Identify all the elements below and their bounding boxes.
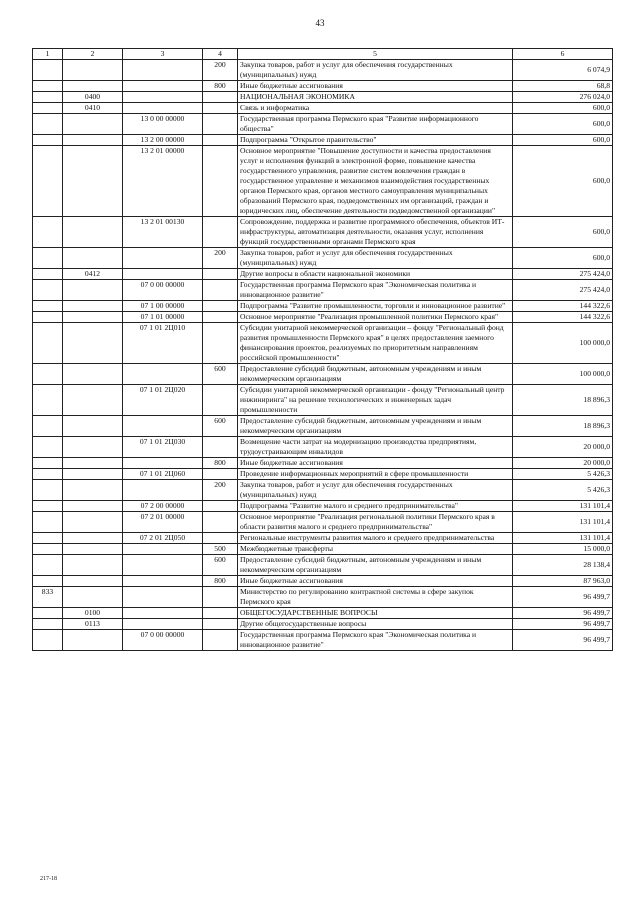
ministry-code-cell xyxy=(33,114,63,135)
table-row xyxy=(33,301,613,312)
expense-type-cell xyxy=(203,437,238,458)
target-article-cell xyxy=(123,364,203,385)
section-code-cell xyxy=(63,416,123,437)
header-cell: 6 xyxy=(513,49,613,60)
table-row xyxy=(33,385,613,416)
amount-cell: 600,0 xyxy=(513,114,613,135)
expense-type-cell: 200 xyxy=(203,60,238,81)
header-cell: 2 xyxy=(63,49,123,60)
name-cell: Основное мероприятие "Реализация промышленной политики Пермского края" xyxy=(238,312,513,323)
expense-type-cell: 800 xyxy=(203,81,238,92)
target-article-cell xyxy=(123,544,203,555)
table-row xyxy=(33,312,613,323)
expense-type-cell xyxy=(203,312,238,323)
amount-cell: 20 000,0 xyxy=(513,458,613,469)
expense-type-cell: 600 xyxy=(203,416,238,437)
expense-type-cell xyxy=(203,280,238,301)
target-article-cell: 07 1 00 00000 xyxy=(123,301,203,312)
table-row xyxy=(33,135,613,146)
table-row xyxy=(33,103,613,114)
section-code-cell xyxy=(63,146,123,217)
name-cell: Государственная программа Пермского края "Экономическая политика и инновационное развитие" xyxy=(238,280,513,301)
table-row xyxy=(33,60,613,81)
target-article-cell: 07 2 00 00000 xyxy=(123,501,203,512)
name-cell: Иные бюджетные ассигнования xyxy=(238,576,513,587)
name-cell: Подпрограмма "Открытое правительство" xyxy=(238,135,513,146)
section-code-cell xyxy=(63,280,123,301)
expense-type-cell: 800 xyxy=(203,576,238,587)
header-cell: 1 xyxy=(33,49,63,60)
expense-type-cell xyxy=(203,135,238,146)
ministry-code-cell xyxy=(33,323,63,364)
ministry-code-cell xyxy=(33,92,63,103)
target-article-cell xyxy=(123,81,203,92)
ministry-code-cell xyxy=(33,280,63,301)
section-code-cell xyxy=(63,312,123,323)
ministry-code-cell xyxy=(33,544,63,555)
ministry-code-cell xyxy=(33,608,63,619)
expense-type-cell: 200 xyxy=(203,480,238,501)
ministry-code-cell xyxy=(33,469,63,480)
table-row xyxy=(33,576,613,587)
target-article-cell: 07 0 00 00000 xyxy=(123,280,203,301)
expense-type-cell xyxy=(203,619,238,630)
target-article-cell xyxy=(123,608,203,619)
amount-cell: 96 499,7 xyxy=(513,608,613,619)
table-row xyxy=(33,364,613,385)
amount-cell: 600,0 xyxy=(513,146,613,217)
expense-type-cell xyxy=(203,469,238,480)
footer-code: 217-18 xyxy=(40,876,57,882)
section-code-cell xyxy=(63,60,123,81)
table-row xyxy=(33,608,613,619)
name-cell: Межбюджетные трансферты xyxy=(238,544,513,555)
section-code-cell xyxy=(63,437,123,458)
expense-type-cell xyxy=(203,608,238,619)
name-cell: Предоставление субсидий бюджетным, автономным учреждениям и иным некоммерческим организациям xyxy=(238,555,513,576)
ministry-code-cell xyxy=(33,630,63,651)
expense-type-cell: 600 xyxy=(203,555,238,576)
amount-cell: 600,0 xyxy=(513,103,613,114)
section-code-cell xyxy=(63,458,123,469)
ministry-code-cell xyxy=(33,103,63,114)
section-code-cell: 0113 xyxy=(63,619,123,630)
name-cell: Закупка товаров, работ и услуг для обеспечения государственных (муниципальных) нужд xyxy=(238,60,513,81)
amount-cell: 96 499,7 xyxy=(513,619,613,630)
target-article-cell: 13 2 01 00130 xyxy=(123,217,203,248)
name-cell: Закупка товаров, работ и услуг для обеспечения государственных (муниципальных) нужд xyxy=(238,480,513,501)
table-row xyxy=(33,587,613,608)
ministry-code-cell xyxy=(33,60,63,81)
amount-cell: 20 000,0 xyxy=(513,437,613,458)
ministry-code-cell xyxy=(33,248,63,269)
target-article-cell xyxy=(123,248,203,269)
amount-cell: 96 499,7 xyxy=(513,630,613,651)
expense-type-cell xyxy=(203,114,238,135)
table-row xyxy=(33,555,613,576)
amount-cell: 15 000,0 xyxy=(513,544,613,555)
expense-type-cell xyxy=(203,103,238,114)
amount-cell: 144 322,6 xyxy=(513,312,613,323)
header-cell: 3 xyxy=(123,49,203,60)
budget-table xyxy=(32,48,613,651)
table-row xyxy=(33,512,613,533)
name-cell: Возмещение части затрат на модернизацию производства предприятиям, трудоустраивающим инвалидов xyxy=(238,437,513,458)
name-cell: Другие вопросы в области национальной экономики xyxy=(238,269,513,280)
target-article-cell: 13 2 01 00000 xyxy=(123,146,203,217)
target-article-cell xyxy=(123,60,203,81)
amount-cell: 87 963,0 xyxy=(513,576,613,587)
name-cell: Государственная программа Пермского края "Экономическая политика и инновационное развитие" xyxy=(238,630,513,651)
target-article-cell: 07 1 01 2Ц060 xyxy=(123,469,203,480)
expense-type-cell: 800 xyxy=(203,458,238,469)
ministry-code-cell xyxy=(33,480,63,501)
section-code-cell xyxy=(63,364,123,385)
name-cell: Субсидии унитарной некоммерческой организации - фонду "Региональный центр инжиниринга" на решение технологических и инженерных задач промышленности xyxy=(238,385,513,416)
target-article-cell xyxy=(123,587,203,608)
name-cell: Подпрограмма "Развитие промышленности, торговли и инновационное развитие" xyxy=(238,301,513,312)
ministry-code-cell xyxy=(33,512,63,533)
ministry-code-cell xyxy=(33,385,63,416)
target-article-cell: 13 0 00 00000 xyxy=(123,114,203,135)
table-row xyxy=(33,269,613,280)
expense-type-cell xyxy=(203,217,238,248)
section-code-cell xyxy=(63,81,123,92)
ministry-code-cell xyxy=(33,576,63,587)
target-article-cell: 07 1 01 00000 xyxy=(123,312,203,323)
expense-type-cell xyxy=(203,501,238,512)
table-row xyxy=(33,619,613,630)
section-code-cell xyxy=(63,533,123,544)
ministry-code-cell: 833 xyxy=(33,587,63,608)
amount-cell: 600,0 xyxy=(513,217,613,248)
target-article-cell xyxy=(123,92,203,103)
amount-cell: 68,8 xyxy=(513,81,613,92)
section-code-cell xyxy=(63,587,123,608)
name-cell: Государственная программа Пермского края "Развитие информационного общества" xyxy=(238,114,513,135)
ministry-code-cell xyxy=(33,146,63,217)
amount-cell: 5 426,3 xyxy=(513,469,613,480)
section-code-cell: 0100 xyxy=(63,608,123,619)
name-cell: ОБЩЕГОСУДАРСТВЕННЫЕ ВОПРОСЫ xyxy=(238,608,513,619)
name-cell: НАЦИОНАЛЬНАЯ ЭКОНОМИКА xyxy=(238,92,513,103)
section-code-cell xyxy=(63,544,123,555)
header-cell: 5 xyxy=(238,49,513,60)
target-article-cell xyxy=(123,619,203,630)
target-article-cell: 07 1 01 2Ц010 xyxy=(123,323,203,364)
amount-cell: 600,0 xyxy=(513,135,613,146)
table-row xyxy=(33,469,613,480)
target-article-cell: 07 1 01 2Ц030 xyxy=(123,437,203,458)
target-article-cell xyxy=(123,458,203,469)
ministry-code-cell xyxy=(33,301,63,312)
table-row xyxy=(33,458,613,469)
table-row xyxy=(33,480,613,501)
name-cell: Закупка товаров, работ и услуг для обеспечения государственных (муниципальных) нужд xyxy=(238,248,513,269)
expense-type-cell xyxy=(203,385,238,416)
expense-type-cell xyxy=(203,269,238,280)
name-cell: Другие общегосударственные вопросы xyxy=(238,619,513,630)
amount-cell: 276 024,0 xyxy=(513,92,613,103)
expense-type-cell: 600 xyxy=(203,364,238,385)
target-article-cell xyxy=(123,576,203,587)
amount-cell: 131 101,4 xyxy=(513,512,613,533)
amount-cell: 6 074,9 xyxy=(513,60,613,81)
ministry-code-cell xyxy=(33,501,63,512)
name-cell: Подпрограмма "Развитие малого и среднего предпринимательства" xyxy=(238,501,513,512)
table-row xyxy=(33,533,613,544)
expense-type-cell xyxy=(203,587,238,608)
target-article-cell: 07 2 01 00000 xyxy=(123,512,203,533)
ministry-code-cell xyxy=(33,312,63,323)
section-code-cell: 0410 xyxy=(63,103,123,114)
ministry-code-cell xyxy=(33,81,63,92)
target-article-cell: 13 2 00 00000 xyxy=(123,135,203,146)
target-article-cell xyxy=(123,269,203,280)
section-code-cell xyxy=(63,630,123,651)
amount-cell: 18 896,3 xyxy=(513,385,613,416)
name-cell: Предоставление субсидий бюджетным, автономным учреждениям и иным некоммерческим организациям xyxy=(238,364,513,385)
amount-cell: 18 896,3 xyxy=(513,416,613,437)
ministry-code-cell xyxy=(33,533,63,544)
section-code-cell xyxy=(63,469,123,480)
expense-type-cell xyxy=(203,512,238,533)
name-cell: Сопровождение, поддержка и развитие программного обеспечения, объектов ИТ-инфраструктуры, автоматизация деятельности, оказания услуг, исполнения функций государственными органами Пермского края xyxy=(238,217,513,248)
expense-type-cell xyxy=(203,301,238,312)
amount-cell: 96 499,7 xyxy=(513,587,613,608)
table-row xyxy=(33,92,613,103)
ministry-code-cell xyxy=(33,437,63,458)
name-cell: Иные бюджетные ассигнования xyxy=(238,458,513,469)
section-code-cell xyxy=(63,555,123,576)
expense-type-cell xyxy=(203,323,238,364)
amount-cell: 144 322,6 xyxy=(513,301,613,312)
amount-cell: 275 424,0 xyxy=(513,280,613,301)
name-cell: Региональные инструменты развития малого и среднего предпринимательства xyxy=(238,533,513,544)
section-code-cell: 0412 xyxy=(63,269,123,280)
ministry-code-cell xyxy=(33,217,63,248)
table-row xyxy=(33,416,613,437)
target-article-cell xyxy=(123,480,203,501)
table-row xyxy=(33,280,613,301)
table-row xyxy=(33,81,613,92)
table-row xyxy=(33,248,613,269)
header-cell: 4 xyxy=(203,49,238,60)
table-row xyxy=(33,501,613,512)
expense-type-cell: 500 xyxy=(203,544,238,555)
amount-cell: 131 101,4 xyxy=(513,501,613,512)
table-row xyxy=(33,437,613,458)
amount-cell: 600,0 xyxy=(513,248,613,269)
expense-type-cell xyxy=(203,533,238,544)
ministry-code-cell xyxy=(33,416,63,437)
amount-cell: 5 426,3 xyxy=(513,480,613,501)
section-code-cell xyxy=(63,385,123,416)
table-row xyxy=(33,146,613,217)
section-code-cell xyxy=(63,480,123,501)
section-code-cell xyxy=(63,114,123,135)
ministry-code-cell xyxy=(33,458,63,469)
section-code-cell xyxy=(63,248,123,269)
page-number: 43 xyxy=(315,18,325,28)
section-code-cell xyxy=(63,323,123,364)
table-row xyxy=(33,217,613,248)
amount-cell: 100 000,0 xyxy=(513,323,613,364)
section-code-cell xyxy=(63,501,123,512)
ministry-code-cell xyxy=(33,619,63,630)
table-body xyxy=(33,60,613,651)
name-cell: Основное мероприятие "Реализация региональной политики Пермского края в области развития малого и среднего предпринимательства" xyxy=(238,512,513,533)
name-cell: Связь и информатика xyxy=(238,103,513,114)
ministry-code-cell xyxy=(33,269,63,280)
section-code-cell xyxy=(63,217,123,248)
expense-type-cell xyxy=(203,146,238,217)
name-cell: Субсидии унитарной некоммерческой организации – фонду "Региональный фонд развития промышленности Пермского края" в целях предоставления заемного финансирования проектов, реализуемых по приоритетным направлениям российской промышленности" xyxy=(238,323,513,364)
ministry-code-cell xyxy=(33,555,63,576)
ministry-code-cell xyxy=(33,135,63,146)
target-article-cell xyxy=(123,555,203,576)
target-article-cell xyxy=(123,416,203,437)
name-cell: Проведение информационных мероприятий в сфере промышленности xyxy=(238,469,513,480)
table-row xyxy=(33,114,613,135)
table-header-row xyxy=(33,49,613,60)
expense-type-cell xyxy=(203,630,238,651)
amount-cell: 28 138,4 xyxy=(513,555,613,576)
amount-cell: 275 424,0 xyxy=(513,269,613,280)
section-code-cell xyxy=(63,512,123,533)
name-cell: Предоставление субсидий бюджетным, автономным учреждениям и иным некоммерческим организациям xyxy=(238,416,513,437)
section-code-cell xyxy=(63,301,123,312)
table-row xyxy=(33,544,613,555)
section-code-cell xyxy=(63,135,123,146)
name-cell: Основное мероприятие "Повышение доступности и качества предоставления услуг и исполнения функций в электронной форме, повышение качества государственного управления, развитие систем вовлечения граждан в государственное управление и механизмов взаимодействия государственных органов Пермского края, органов местного самоуправления муниципальных образований Пермского края, подведомственных им организаций, граждан и юридических лиц, обеспечение деятельности подведомственной организации" xyxy=(238,146,513,217)
section-code-cell: 0400 xyxy=(63,92,123,103)
expense-type-cell: 200 xyxy=(203,248,238,269)
amount-cell: 131 101,4 xyxy=(513,533,613,544)
ministry-code-cell xyxy=(33,364,63,385)
table-row xyxy=(33,323,613,364)
target-article-cell: 07 1 01 2Ц020 xyxy=(123,385,203,416)
name-cell: Иные бюджетные ассигнования xyxy=(238,81,513,92)
amount-cell: 100 000,0 xyxy=(513,364,613,385)
section-code-cell xyxy=(63,576,123,587)
target-article-cell: 07 0 00 00000 xyxy=(123,630,203,651)
target-article-cell xyxy=(123,103,203,114)
target-article-cell: 07 2 01 2Ц050 xyxy=(123,533,203,544)
expense-type-cell xyxy=(203,92,238,103)
name-cell: Министерство по регулированию контрактной системы в сфере закупок Пермского края xyxy=(238,587,513,608)
table-row xyxy=(33,630,613,651)
